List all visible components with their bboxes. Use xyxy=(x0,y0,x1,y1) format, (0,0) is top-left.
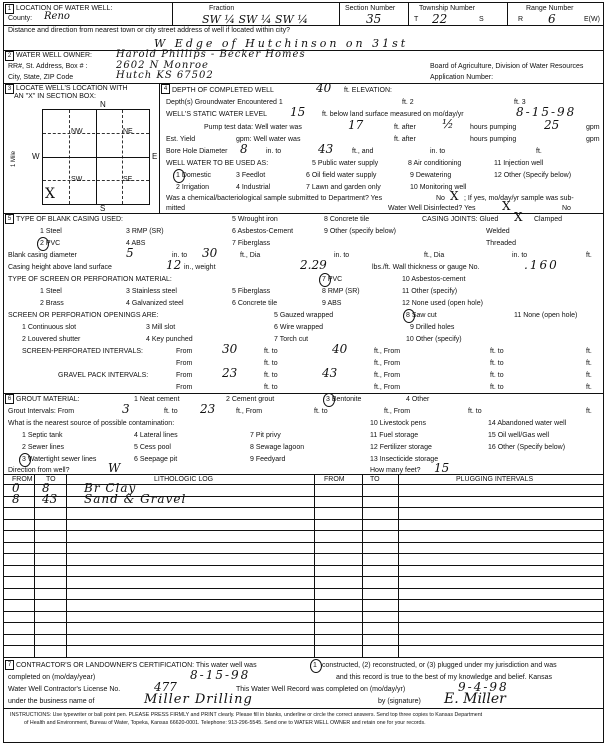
south-label: S xyxy=(100,204,106,213)
location-x-mark[interactable]: X xyxy=(45,186,55,202)
section-number-7: 7 xyxy=(5,660,14,670)
contam-12[interactable]: 12 Fertilizer storage xyxy=(370,444,432,451)
diam-ft2: ft., Dia xyxy=(424,252,445,259)
east-label: E xyxy=(152,152,158,161)
howmany-value[interactable]: 15 xyxy=(434,461,450,475)
bore-label: Bore Hole Diameter xyxy=(166,148,228,155)
gp-from-label-2: From xyxy=(176,384,193,391)
log-rule-line xyxy=(4,599,603,600)
address-value[interactable]: 2602 N Monroe xyxy=(116,60,209,71)
contam-5[interactable]: 5 Cess pool xyxy=(134,444,171,451)
diam-to-value[interactable]: 30 xyxy=(202,246,218,260)
screen-9[interactable]: 9 ABS xyxy=(322,300,342,307)
open-5[interactable]: 5 Gauzed wrapped xyxy=(274,312,334,319)
sp-label: SCREEN-PERFORATED INTERVALS: xyxy=(22,348,143,355)
joints-label: CASING JOINTS: Glued xyxy=(422,216,499,223)
yield-gpm: gpm xyxy=(586,136,600,143)
disinfect-mark: X xyxy=(502,199,511,213)
contam-10[interactable]: 10 Livestock pens xyxy=(370,420,427,427)
depth-unit: ft. ELEVATION: xyxy=(344,87,392,94)
yield-after: ft. after xyxy=(394,136,416,143)
watertight-circle xyxy=(19,453,31,467)
contam-14[interactable]: 14 Abandoned water well xyxy=(488,420,567,427)
log-row-1-from[interactable]: 0 xyxy=(12,481,20,495)
yield-text: gpm: Well water was xyxy=(236,136,301,143)
gp-to-label: ft. to xyxy=(264,372,278,379)
owner-value[interactable]: Harold Phillips - Becker Homes xyxy=(116,49,306,60)
license-label: Water Well Contractor's License No. xyxy=(8,686,121,693)
screen-8[interactable]: 8 RMP (SR) xyxy=(322,288,360,295)
pump-gpm-value[interactable]: 25 xyxy=(544,118,560,132)
section-number-2: 2 xyxy=(5,51,14,61)
bore-value[interactable]: 8 xyxy=(240,142,248,156)
log-row-1-to[interactable]: 8 xyxy=(42,481,50,495)
township-value[interactable]: 22 xyxy=(432,12,448,26)
groundwater-2: ft. 2 xyxy=(402,99,414,106)
use-11[interactable]: 11 Injection well xyxy=(494,160,544,167)
mitted: mitted xyxy=(166,205,186,212)
section-number-5: 5 xyxy=(5,214,14,224)
license-value[interactable]: 477 xyxy=(154,680,177,694)
range-dir: E(W) xyxy=(584,16,600,23)
howmany-label: How many feet? xyxy=(370,467,421,474)
log-rule-line xyxy=(4,622,603,623)
screen-pvc-circle xyxy=(319,273,331,287)
grout-ft-to2: ft. to xyxy=(314,408,328,415)
sp-ft: ft. xyxy=(586,348,592,355)
grout-3-bentonite[interactable]: 3 Bentonite xyxy=(326,396,362,403)
sp-from-label: From xyxy=(176,348,193,355)
gp-from-label: From xyxy=(176,372,193,379)
completed-label: completed on (mo/day/year) xyxy=(8,674,96,681)
clamped[interactable]: Clamped xyxy=(534,216,563,223)
diam-in3: in. to xyxy=(512,252,528,259)
use-6[interactable]: 6 Oil field water supply xyxy=(306,172,377,179)
screen-5[interactable]: 5 Fiberglass xyxy=(232,288,271,295)
bore-ft2: ft. xyxy=(536,148,542,155)
signature-label: by (signature) xyxy=(378,698,421,705)
use-5[interactable]: 5 Public water supply xyxy=(312,160,379,167)
grout-1[interactable]: 1 Neat cement xyxy=(134,396,180,403)
sp-ft-2: ft. xyxy=(586,360,592,367)
address-label: RR#, St. Address, Box # : xyxy=(8,63,88,70)
static-label: WELL'S STATIC WATER LEVEL xyxy=(166,111,268,118)
bore-in2: in. to xyxy=(430,148,446,155)
diam-value[interactable]: 5 xyxy=(126,246,134,260)
joints-mark: X xyxy=(514,210,523,224)
cert-rest: constructed, (2) reconstructed, or (3) plugged under my jurisdiction and was xyxy=(322,662,557,669)
pump-label: Pump test data: Well water was xyxy=(204,124,302,131)
record-date[interactable]: 9-4-98 xyxy=(458,680,509,694)
height-value[interactable]: 12 xyxy=(166,258,182,272)
sp-ft-to-2: ft. to xyxy=(490,360,504,367)
section-box[interactable] xyxy=(42,109,150,205)
mile-label: 1 Mile xyxy=(11,150,18,168)
log-rule-line xyxy=(4,542,603,543)
water-well-record-form xyxy=(3,2,604,743)
signature[interactable]: E. Miller xyxy=(444,691,506,707)
pump-value[interactable]: 17 xyxy=(348,118,364,132)
gp-ft-to-2: ft. to xyxy=(490,384,504,391)
gp-ft-from-2: ft., From xyxy=(374,384,401,391)
screen-1[interactable]: 1 Steel xyxy=(40,288,62,295)
disinfect-no[interactable]: No xyxy=(562,205,571,212)
location-title: LOCATION OF WATER WELL: xyxy=(16,5,113,12)
pump-hours-label: hours pumping xyxy=(470,124,517,131)
static-text: ft. below land surface measured on mo/day/yr xyxy=(322,111,464,118)
gp-ft-to: ft. to xyxy=(490,372,504,379)
screen-3[interactable]: 3 Stainless steel xyxy=(126,288,177,295)
direction-value[interactable]: W xyxy=(108,461,121,475)
contam-13[interactable]: 13 Insecticide storage xyxy=(370,456,439,463)
lbs-label: lbs./ft. Wall thickness or gauge No. xyxy=(372,264,480,271)
sp-ft-from-2: ft., From xyxy=(374,360,401,367)
contam-8[interactable]: 8 Sewage lagoon xyxy=(250,444,305,451)
log-rule-line xyxy=(4,530,603,531)
height-label: Casing height above land surface xyxy=(8,264,112,271)
locate-title: LOCATE WELL'S LOCATION WITH xyxy=(16,85,128,92)
township-prefix: T xyxy=(414,16,419,23)
disinfect-label: Water Well Disinfected? Yes xyxy=(388,205,476,212)
yield-label: Est. Yield xyxy=(166,136,196,143)
log-rule-line xyxy=(4,634,603,635)
cert-option-1: 1 xyxy=(313,662,317,669)
range-value[interactable]: 6 xyxy=(548,12,556,26)
direction-label: Direction from well? xyxy=(8,467,70,474)
gp-ft-2: ft. xyxy=(586,384,592,391)
open-1[interactable]: 1 Continuous slot xyxy=(22,324,77,331)
ne-label: NE xyxy=(123,128,133,135)
casing-6[interactable]: 6 Asbestos-Cement xyxy=(232,228,294,235)
welded[interactable]: Welded xyxy=(486,228,510,235)
sp-ft-from: ft., From xyxy=(374,348,401,355)
use-12[interactable]: 12 Other (Specify below) xyxy=(494,172,572,179)
log-rule-line xyxy=(4,611,603,612)
board-text: Board of Agriculture, Division of Water Resources xyxy=(430,63,584,70)
screen-11[interactable]: 11 Other (specify) xyxy=(402,288,458,295)
sp-from-value[interactable]: 30 xyxy=(222,342,238,356)
application-label: Application Number: xyxy=(430,74,494,81)
gp-label: GRAVEL PACK INTERVALS: xyxy=(58,372,149,379)
groundwater-3: ft. 3 xyxy=(514,99,526,106)
pvc-circle xyxy=(37,237,49,251)
diam-to: in. to xyxy=(172,252,188,259)
grout-title: GROUT MATERIAL: xyxy=(16,396,80,403)
gp-ft-from: ft., From xyxy=(374,372,401,379)
contam-4[interactable]: 4 Lateral lines xyxy=(134,432,178,439)
sw-label: SW xyxy=(71,176,83,183)
open-6[interactable]: 6 Wire wrapped xyxy=(274,324,324,331)
section-number-4: 4 xyxy=(161,84,170,94)
open-4[interactable]: 4 Key punched xyxy=(146,336,193,343)
distance-label: Distance and direction from nearest town or city street address of well if located within city? xyxy=(8,27,291,34)
se-label: SE xyxy=(123,176,133,183)
open-3[interactable]: 3 Mill slot xyxy=(146,324,176,331)
diam-ft3: ft. xyxy=(586,252,592,259)
township-label: Township Number xyxy=(419,5,476,12)
bore-in: in. to xyxy=(266,148,282,155)
use-3[interactable]: 3 Feedlot xyxy=(236,172,266,179)
gp-ft: ft. xyxy=(586,372,592,379)
log-to2-header: TO xyxy=(370,476,380,483)
screen-title: TYPE OF SCREEN OR PERFORATION MATERIAL: xyxy=(8,276,172,283)
open-9[interactable]: 9 Drilled holes xyxy=(410,324,455,331)
casing-2-pvc[interactable]: 2 PVC xyxy=(40,240,61,247)
grout-ft-from: ft., From xyxy=(236,408,263,415)
distance-value[interactable]: W Edge of Hutchinson on 31st xyxy=(154,37,409,50)
open-11[interactable]: 11 None (open hole) xyxy=(514,312,578,319)
instructions-2: of Health and Environment, Bureau of Water, Topeka, Kansas 66620-0001. Telephone: 913-296-5545. Send one to WATER WELL OWNER and retain one for your records. xyxy=(24,720,426,726)
license-rest: This Water Well Record was completed on (mo/day/yr) xyxy=(236,686,406,693)
use-8[interactable]: 8 Air conditioning xyxy=(408,160,462,167)
log-rule-line xyxy=(4,576,603,577)
sp-to-label-2: ft. to xyxy=(264,360,278,367)
use-10[interactable]: 10 Monitoring well xyxy=(410,184,467,191)
city-label: City, State, ZIP Code xyxy=(8,74,74,81)
cert-title: CONTRACTOR'S OR LANDOWNER'S CERTIFICATION: This water well was xyxy=(16,662,257,669)
west-label: W xyxy=(32,152,40,161)
bore-to-value[interactable]: 43 xyxy=(318,142,334,156)
screen-10[interactable]: 10 Asbestos-cement xyxy=(402,276,466,283)
section-number-1: 1 xyxy=(5,4,14,14)
openings-title: SCREEN OR PERFORATION OPENINGS ARE: xyxy=(8,312,159,319)
grout-from-value[interactable]: 3 xyxy=(122,402,130,416)
business-label: under the business name of xyxy=(8,698,95,705)
log-row-1-desc[interactable]: Br Clay xyxy=(84,481,137,495)
sp-to-value[interactable]: 40 xyxy=(332,342,348,356)
use-1-domestic[interactable]: 1 Domestic xyxy=(176,172,212,179)
grout-to-value[interactable]: 23 xyxy=(200,402,216,416)
grout-ft-from2: ft., From xyxy=(384,408,411,415)
threaded[interactable]: Threaded xyxy=(486,240,516,247)
log-from2-header: FROM xyxy=(324,476,345,483)
fraction-label: Fraction xyxy=(209,5,235,12)
chem-label: Was a chemical/bacteriological sample submitted to Department? Yes xyxy=(166,195,383,202)
log-rule-line xyxy=(4,507,603,508)
section-number-6: 6 xyxy=(5,394,14,404)
sp-ft-to: ft. to xyxy=(490,348,504,355)
grout-ft3: ft. xyxy=(586,408,592,415)
use-2[interactable]: 2 Irrigation xyxy=(176,184,210,191)
casing-9[interactable]: 9 Other (specify below) xyxy=(324,228,396,235)
contam-7[interactable]: 7 Pit privy xyxy=(250,432,281,439)
contam-1[interactable]: 1 Septic tank xyxy=(22,432,63,439)
grout-to-label: ft. to xyxy=(164,408,178,415)
screen-2[interactable]: 2 Brass xyxy=(40,300,64,307)
casing-3[interactable]: 3 RMP (SR) xyxy=(126,228,164,235)
screen-6[interactable]: 6 Concrete tile xyxy=(232,300,278,307)
log-litho-header: LITHOLOGIC LOG xyxy=(154,476,214,483)
contam-11[interactable]: 11 Fuel storage xyxy=(370,432,419,439)
contam-16[interactable]: 16 Other (Specify below) xyxy=(488,444,566,451)
weight-label: in., weight xyxy=(184,264,216,271)
grout-4[interactable]: 4 Other xyxy=(406,396,430,403)
depth-value[interactable]: 40 xyxy=(316,81,332,95)
owner-title: WATER WELL OWNER: xyxy=(16,52,92,59)
casing-5[interactable]: 5 Wrought iron xyxy=(232,216,278,223)
static-value[interactable]: 15 xyxy=(290,105,306,119)
log-rule-line xyxy=(4,588,603,589)
contam-3-watertight[interactable]: 3 Watertight sewer lines xyxy=(22,456,97,463)
casing-7[interactable]: 7 Fiberglass xyxy=(232,240,271,247)
city-value[interactable]: Hutch KS 67502 xyxy=(116,70,214,81)
domestic-circle xyxy=(173,169,185,183)
diam-ft: ft., Dia xyxy=(240,252,261,259)
casing-1[interactable]: 1 Steel xyxy=(40,228,62,235)
sawcut-circle xyxy=(403,309,415,323)
nw-label: NW xyxy=(71,128,83,135)
log-row-2-desc[interactable]: Sand & Gravel xyxy=(84,492,187,506)
business-value[interactable]: Miller Drilling xyxy=(144,692,253,707)
bentonite-circle xyxy=(323,393,335,407)
gp-to-label-2: ft. to xyxy=(264,384,278,391)
locate-title-2: AN "X" IN SECTION BOX: xyxy=(14,93,96,100)
open-8[interactable]: 8 Saw cut xyxy=(406,312,437,319)
instructions-1: INSTRUCTIONS: Use typewriter or ball point pen. PLEASE PRESS FIRMLY and PRINT clearly. Please fill in blanks, underline or circle the correct answers. Send top three copies to Kansas Department xyxy=(10,712,483,718)
county-label: County: xyxy=(8,15,33,22)
chem-if: ; If yes, mo/day/yr sample was sub- xyxy=(464,195,574,202)
use-9[interactable]: 9 Dewatering xyxy=(410,172,452,179)
contam-label: What is the nearest source of possible contamination: xyxy=(8,420,175,427)
grout-ft-to3: ft. to xyxy=(468,408,482,415)
pump-gpm: gpm xyxy=(586,124,600,131)
township-dir: S xyxy=(479,16,484,23)
section-number-3: 3 xyxy=(5,84,14,94)
county-value[interactable]: Reno xyxy=(44,11,70,22)
open-10[interactable]: 10 Other (specify) xyxy=(406,336,462,343)
contam-6[interactable]: 6 Seepage pit xyxy=(134,456,178,463)
log-rule-line xyxy=(4,565,603,566)
depth-label: DEPTH OF COMPLETED WELL xyxy=(172,87,274,94)
completed-rest: and this record is true to the best of my knowledge and belief. Kansas xyxy=(336,674,552,681)
contam-15[interactable]: 15 Oil well/Gas well xyxy=(488,432,550,439)
screen-4[interactable]: 4 Galvanized steel xyxy=(126,300,184,307)
log-plug-header: PLUGGING INTERVALS xyxy=(456,476,534,483)
screen-7-pvc[interactable]: 7 PVC xyxy=(322,276,343,283)
gauge-value[interactable]: .160 xyxy=(524,258,559,272)
log-rule-line xyxy=(4,645,603,646)
casing-8[interactable]: 8 Concrete tile xyxy=(324,216,370,223)
screen-12[interactable]: 12 None used (open hole) xyxy=(402,300,483,307)
section-number-value[interactable]: 35 xyxy=(366,12,382,26)
open-7[interactable]: 7 Torch cut xyxy=(274,336,309,343)
completed-value[interactable]: 8-15-98 xyxy=(190,668,251,682)
casing-title: TYPE OF BLANK CASING USED: xyxy=(16,216,123,223)
sp-from-label-2: From xyxy=(176,360,193,367)
range-prefix: R xyxy=(518,16,524,23)
log-to-header: TO xyxy=(46,476,56,483)
grout-2[interactable]: 2 Cement grout xyxy=(226,396,275,403)
contam-9[interactable]: 9 Feedyard xyxy=(250,456,286,463)
section-number-label: Section Number xyxy=(345,5,396,12)
sp-to-label: ft. to xyxy=(264,348,278,355)
chem-no[interactable]: No xyxy=(436,195,445,202)
use-7[interactable]: 7 Lawn and garden only xyxy=(306,184,381,191)
log-from-header: FROM xyxy=(12,476,33,483)
pump-hours-value[interactable]: ½ xyxy=(442,117,454,131)
diam-label: Blank casing diameter xyxy=(8,252,77,259)
log-rule-line xyxy=(4,553,603,554)
north-label: N xyxy=(100,100,106,109)
weight-value[interactable]: 2.29 xyxy=(300,258,327,272)
lithologic-log-table xyxy=(4,474,603,657)
log-rule-line xyxy=(4,519,603,520)
grout-int-label: Grout Intervals: From xyxy=(8,408,75,415)
use-label: WELL WATER TO BE USED AS: xyxy=(166,160,269,167)
bore-ft: ft., and xyxy=(352,148,374,155)
gp-from-value[interactable]: 23 xyxy=(222,366,238,380)
groundwater-label: Depth(s) Groundwater Encountered 1 xyxy=(166,99,283,106)
log-row-2-to[interactable]: 43 xyxy=(42,492,58,506)
pump-after: ft. after xyxy=(394,124,416,131)
use-4[interactable]: 4 Industrial xyxy=(236,184,271,191)
open-2[interactable]: 2 Louvered shutter xyxy=(22,336,81,343)
log-row-2-from[interactable]: 8 xyxy=(12,492,20,506)
contam-2[interactable]: 2 Sewer lines xyxy=(22,444,65,451)
gp-to-value[interactable]: 43 xyxy=(322,366,338,380)
diam-in2: in. to xyxy=(334,252,350,259)
chem-mark: X xyxy=(450,189,459,203)
fraction-value[interactable]: SW ¼ SW ¼ SW ¼ xyxy=(202,13,308,26)
range-label: Range Number xyxy=(526,5,574,12)
casing-4[interactable]: 4 ABS xyxy=(126,240,146,247)
static-date[interactable]: 8-15-98 xyxy=(516,105,577,119)
yield-hours: hours pumping xyxy=(470,136,517,143)
